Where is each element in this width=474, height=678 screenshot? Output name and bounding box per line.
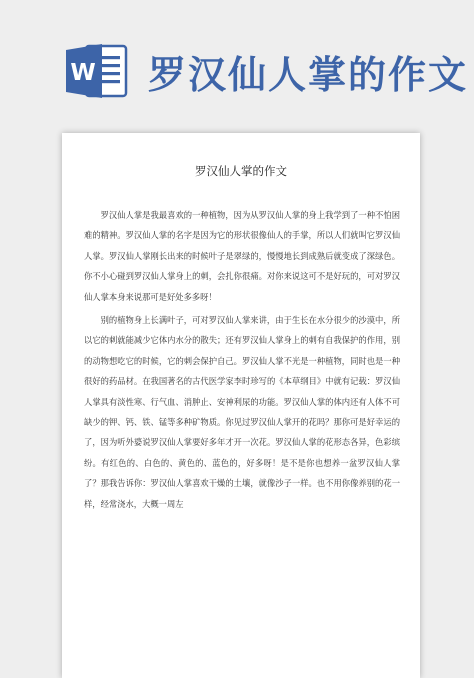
paragraph: 别的植物身上长满叶子，可对罗汉仙人掌来讲，由于生长在水分很少的沙漠中，所以它的刺就能减少它体内水分的散失；还有罗汉仙人掌身上的刺有自我保护的作用，别的动物想吃它的时候，它的刺会保护自己。罗汉仙人掌不光是一种植物，同时也是一种很好的药品材。在我国著名的古代医学家李时珍写的《本草纲目》中就有记载：罗汉仙人掌具有淡性寒、行气血、消肿止、安神利尿的功能。罗汉仙人掌的体内还有人体不可缺少的钾、钙、铁、锰等多种矿物质。你见过罗汉仙人掌开的花吗？那你可是好幸运的了，因为听外婆说罗汉仙人掌要好多年才开一次花。罗汉仙人掌的花形态各异，色彩缤纷。有红色的、白色的、黄色的、蓝色的，好多呀！是不是你也想养一盆罗汉仙人掌了？那我告诉你：罗汉仙人掌喜欢干燥的土壤，就像沙子一样。也不用你像养别的花一样，经常浇水，大概一周左: [84, 315, 400, 509]
header-banner: [0, 0, 474, 120]
document-title: 罗汉仙人掌的作文: [195, 164, 287, 178]
document-body: [84, 205, 400, 517]
paragraph: 罗汉仙人掌是我最喜欢的一种植物，因为从罗汉仙人掌的身上我学到了一种不怕困难的精神。罗汉仙人掌的名字是因为它的形状很像仙人的手掌，所以人们就叫它罗汉仙人掌。罗汉仙人掌刚长出来的时候叶子是翠绿的，慢慢地长到成熟后就变成了深绿色。你不小心碰到罗汉仙人掌身上的刺，会扎你很痛。对你来说这可不是好玩的，可对罗汉仙人掌本身来说那可是好处多多呀！: [84, 210, 400, 302]
header-title: 罗汉仙人掌的作文: [148, 52, 469, 97]
word-document-icon: [64, 40, 128, 102]
svg-text:W: W: [70, 60, 96, 86]
document-page: [62, 133, 420, 678]
